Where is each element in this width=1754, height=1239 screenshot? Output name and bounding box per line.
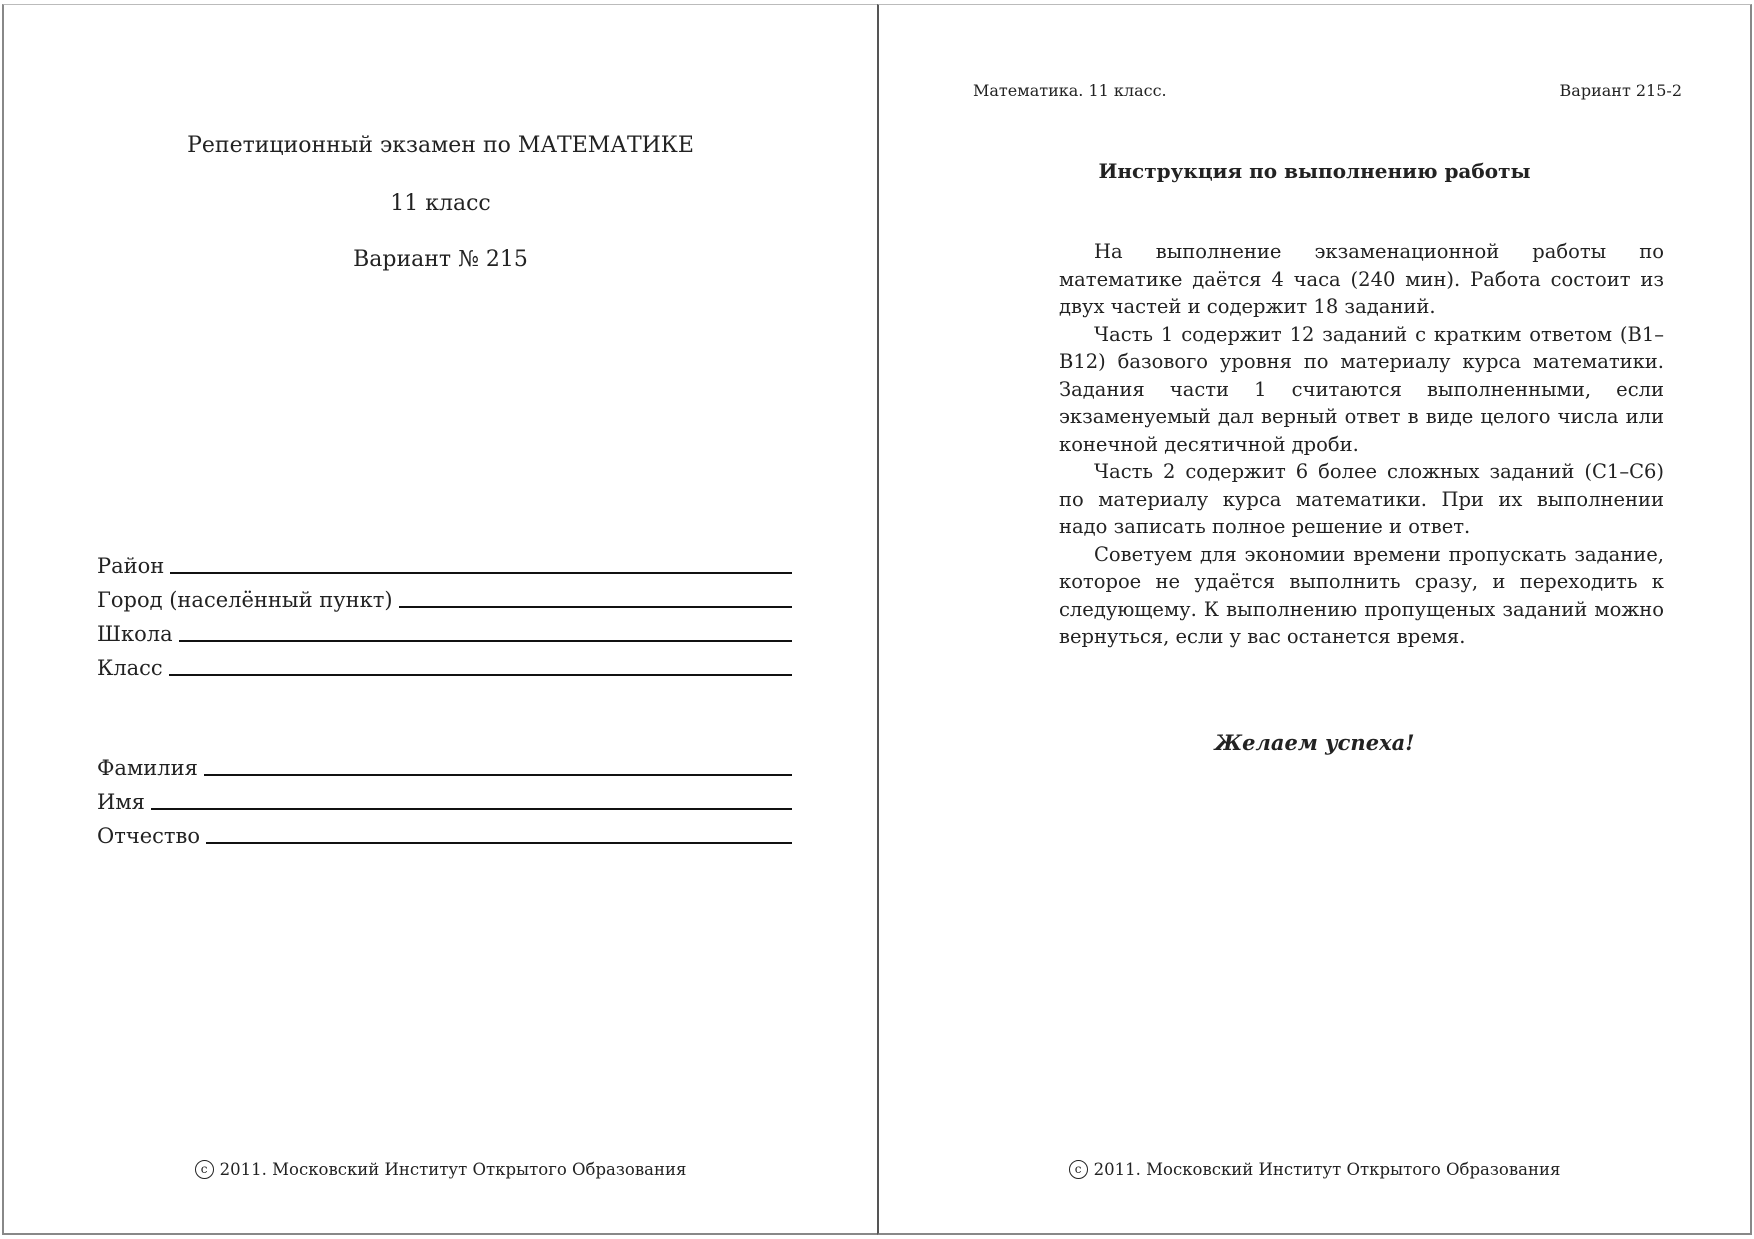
class-field[interactable]	[97, 645, 792, 679]
surname-field[interactable]	[97, 745, 792, 779]
running-header-variant: Вариант 215-2	[1559, 81, 1682, 100]
instruction-paragraph: Часть 2 содержит 6 более сложных заданий (C1–C6) по материалу курса математики. При их выполнении надо записать полное решение и ответ.	[1059, 460, 1664, 538]
instruction-paragraph: На выполнение экзаменационной работы по математике даётся 4 часа (240 мин). Работа состоит из двух частей и содержит 18 заданий.	[1059, 240, 1664, 318]
name-label: Имя	[97, 790, 145, 814]
name-line[interactable]	[151, 808, 792, 810]
cover-footer	[4, 1160, 877, 1179]
school-field[interactable]	[97, 611, 792, 645]
running-header-subject: Математика. 11 класс.	[973, 81, 1167, 100]
patronymic-label: Отчество	[97, 824, 200, 848]
instruction-body	[1059, 238, 1664, 651]
class-label: Класс	[97, 656, 163, 680]
district-line[interactable]	[170, 572, 792, 574]
patronymic-field[interactable]	[97, 813, 792, 847]
instruction-paragraph: Советуем для экономии времени пропускать задание, которое не удаётся выполнить сразу, и переходить к следующему. К выполнению пропущеных заданий можно вернуться, если у вас останется время.	[1059, 542, 1664, 648]
instruction-page	[877, 4, 1752, 1235]
school-info-fields	[97, 543, 792, 679]
instruction-paragraph: Часть 1 содержит 12 заданий с кратким ответом (B1–B12) базового уровня по материалу курса математики. Задания части 1 считаются выполненными, если экзаменуемый дал верный ответ в виде целого числа или конечной десятичной дроби.	[1059, 322, 1664, 456]
city-line[interactable]	[399, 606, 792, 608]
surname-line[interactable]	[204, 774, 792, 776]
surname-label: Фамилия	[97, 756, 198, 780]
city-label: Город (населённый пункт)	[97, 588, 393, 612]
footer-text: 2011. Московский Институт Открытого Образования	[219, 1160, 687, 1179]
exam-variant: Вариант № 215	[353, 247, 528, 272]
exam-grade: 11 класс	[390, 191, 491, 216]
patronymic-line[interactable]	[206, 842, 792, 844]
name-field[interactable]	[97, 779, 792, 813]
class-line[interactable]	[169, 674, 792, 676]
exam-title: Репетиционный экзамен по МАТЕМАТИКЕ	[187, 133, 694, 158]
student-info-fields	[97, 745, 792, 847]
district-field[interactable]	[97, 543, 792, 577]
district-label: Район	[97, 554, 165, 578]
school-line[interactable]	[179, 640, 792, 642]
copyright-icon: c	[195, 1160, 214, 1179]
instruction-title: Инструкция по выполнению работы	[1098, 159, 1531, 183]
city-field[interactable]	[97, 577, 792, 611]
cover-page	[2, 4, 877, 1235]
footer-text: 2011. Московский Институт Открытого Образования	[1093, 1160, 1561, 1179]
instruction-footer	[879, 1160, 1750, 1179]
school-label: Школа	[97, 622, 173, 646]
good-luck-text: Желаем успеха!	[1214, 730, 1415, 755]
copyright-icon: c	[1069, 1160, 1088, 1179]
